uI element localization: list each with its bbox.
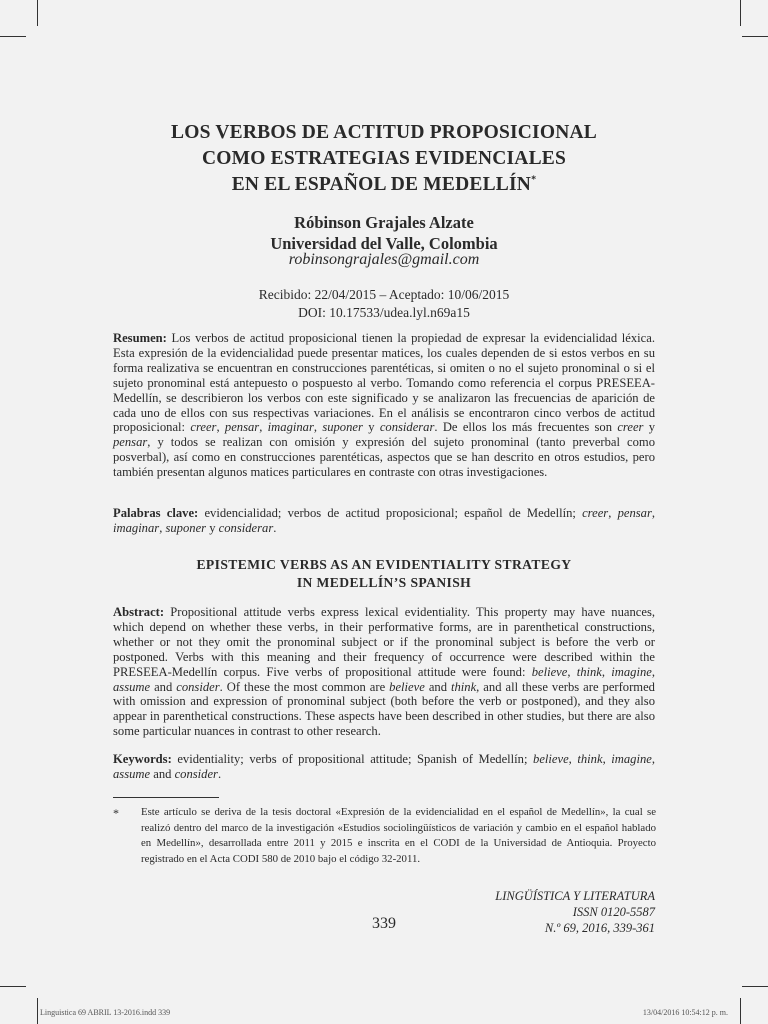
verb: suponer bbox=[322, 420, 363, 435]
resumen-text: . De ellos los más frecuentes son bbox=[434, 420, 618, 435]
crop-mark bbox=[0, 36, 26, 37]
abstract-label: Abstract: bbox=[113, 605, 165, 619]
verb: imaginar bbox=[267, 420, 314, 435]
publication-meta bbox=[0, 286, 768, 322]
title-line bbox=[0, 172, 768, 198]
title-line-text: EN EL ESPAÑOL DE MEDELLÍN bbox=[231, 174, 532, 195]
resumen-label: Resumen: bbox=[113, 331, 167, 345]
verb: pensar bbox=[617, 506, 652, 520]
sep: , bbox=[601, 664, 612, 679]
keywords-text: evidentiality; verbs of propositional attitude; Spanish of Medellín; bbox=[171, 752, 534, 766]
verb: imagine bbox=[611, 664, 652, 679]
sep: and bbox=[424, 679, 451, 694]
author-affiliation: Universidad del Valle, Colombia bbox=[270, 234, 498, 253]
palabras-clave-label: Palabras clave: bbox=[113, 506, 199, 520]
page-number: 339 bbox=[372, 915, 396, 932]
verb: pensar bbox=[113, 435, 148, 450]
crop-mark bbox=[742, 986, 768, 987]
journal-issn: ISSN 0120-5587 bbox=[572, 905, 655, 919]
article-title bbox=[0, 120, 768, 198]
footnote-text: Este artículo se deriva de la tesis doctoral «Expresión de la evidencialidad en el español de Medellín», la cual se realizó dentro del marco de la investigación «Estudios sociolingüísticos de variación y cambio en el español hablado en Medellín», desarrollada entre 2011 y 2015 e inscrita en el CODI de la Universidad de Antioquia. Proyecto registrado en el Acta CODI 580 de 2010 bajo el código 32-2011. bbox=[141, 806, 656, 865]
print-slug-file: Linguistica 69 ABRIL 13-2016.indd 339 bbox=[40, 1008, 171, 1017]
verb: creer bbox=[617, 420, 644, 435]
sep: , bbox=[602, 752, 612, 766]
verb: imagine bbox=[611, 752, 652, 766]
verb: creer bbox=[190, 420, 217, 435]
sep: , bbox=[651, 664, 656, 679]
resumen-text: Los verbos de actitud proposicional tienen la propiedad de expresar la evidencialidad léxica. Esta expresión de la evidencialidad puede presentar matices, los cuales dependen de si estos verbos en su forma realizativa se encuentran en construcciones parentéticas, si omiten o no el sujeto pronominal o si el sujeto pronominal está antepuesto o pospuesto al verbo. Tomando como referencia el corpus PRESEEA-Medellín, se describieron los verbos con este significado y se analizaron las frecuencias de aparición de cada uno de ellos con sus respectivas variaciones. En el análisis se encontraron cinco verbos de actitud proposicional: bbox=[113, 331, 655, 435]
sep: , bbox=[568, 752, 578, 766]
verb: suponer bbox=[165, 520, 207, 535]
author-name: Róbinson Grajales Alzate bbox=[294, 213, 474, 232]
sep: y bbox=[206, 520, 219, 535]
crop-mark bbox=[740, 0, 741, 26]
crop-mark bbox=[37, 998, 38, 1024]
verb: think bbox=[450, 679, 477, 694]
crop-mark bbox=[0, 986, 26, 987]
sep: , bbox=[651, 506, 656, 520]
sep: . bbox=[273, 520, 277, 535]
title-footnote-mark: * bbox=[531, 174, 537, 186]
received-accepted-dates: Recibido: 22/04/2015 – Aceptado: 10/06/2015 bbox=[258, 287, 510, 302]
sep: , bbox=[216, 420, 225, 435]
sep: , bbox=[259, 420, 268, 435]
verb: consider bbox=[176, 679, 220, 694]
abstract-paragraph bbox=[113, 605, 655, 739]
sep: , bbox=[313, 420, 323, 435]
verb: believe bbox=[389, 679, 425, 694]
english-title bbox=[0, 556, 768, 592]
verb: pensar bbox=[224, 420, 260, 435]
crop-mark bbox=[740, 998, 741, 1024]
author-email[interactable]: robinsongrajales@gmail.com bbox=[288, 251, 480, 268]
verb: believe bbox=[531, 664, 568, 679]
print-slug-timestamp: 13/04/2016 10:54:12 p. m. bbox=[642, 1008, 728, 1017]
sep: and bbox=[150, 679, 177, 694]
journal-name: LINGÜÍSTICA Y LITERATURA bbox=[495, 889, 655, 903]
english-title-line: EPISTEMIC VERBS AS AN EVIDENTIALITY STRATEGY bbox=[196, 557, 572, 572]
verb: assume bbox=[113, 766, 151, 781]
verb: creer bbox=[582, 506, 609, 520]
sep: , bbox=[567, 664, 577, 679]
sep: . bbox=[217, 766, 222, 781]
sep: y bbox=[362, 420, 380, 435]
sep: , bbox=[651, 752, 655, 766]
sep: and bbox=[150, 766, 175, 781]
palabras-clave-text: evidencialidad; verbos de actitud proposicional; español de Medellín; bbox=[198, 506, 583, 520]
resumen-paragraph bbox=[113, 331, 655, 480]
keywords-paragraph bbox=[113, 752, 655, 782]
palabras-clave-paragraph bbox=[113, 506, 655, 536]
crop-mark bbox=[742, 36, 768, 37]
verb: think bbox=[576, 664, 602, 679]
crop-mark bbox=[37, 0, 38, 26]
verb: considerar bbox=[379, 420, 435, 435]
title-line: LOS VERBOS DE ACTITUD PROPOSICIONAL bbox=[171, 122, 597, 143]
resumen-text: , y todos se realizan con omisión y expresión del sujeto pronominal (tanto preverbal como posverbal), así como en construcciones parentéticas, aspectos que se han descrito en otros estudios, pero también presentan algunos matices particulares en contraste con otras investigaciones. bbox=[113, 435, 655, 480]
abstract-text: . Of these the most common are bbox=[219, 679, 390, 694]
author-block bbox=[0, 212, 768, 254]
sep: , bbox=[159, 520, 166, 535]
verb: believe bbox=[533, 752, 569, 766]
doi[interactable]: DOI: 10.17533/udea.lyl.n69a15 bbox=[298, 305, 470, 320]
footnote-mark: * bbox=[113, 806, 119, 820]
journal-issue: N.º 69, 2016, 339-361 bbox=[544, 921, 655, 935]
verb: considerar bbox=[218, 520, 274, 535]
sep: y bbox=[643, 420, 656, 435]
keywords-label: Keywords: bbox=[113, 752, 172, 766]
verb: consider bbox=[174, 766, 218, 781]
footnote-rule bbox=[113, 797, 219, 798]
verb: imaginar bbox=[113, 520, 160, 535]
title-line: COMO ESTRATEGIAS EVIDENCIALES bbox=[201, 148, 567, 169]
abstract-text: Propositional attitude verbs express lexical evidentiality. This property may have nuances, which depend on whether these verbs, in their performative forms, are in parenthetical constructions, whether or not they omit the pronominal subject or if the pronominal subject is before the verb or postponed. Verbs with this meaning and their frequency of occurrence were described within the PRESEEA-Medellín corpus. Five verbs of propositional attitude were found: bbox=[113, 605, 655, 679]
verb: assume bbox=[113, 679, 151, 694]
english-title-line: IN MEDELLÍN’S SPANISH bbox=[296, 575, 472, 590]
abstract-text: , and all these verbs are performed with omission and expression of pronominal subject (both before the verb or postponed), and they also appear in parenthetical constructions. These aspects have been described in other studies, but there are also some particular nuances in contrast to other research. bbox=[113, 679, 655, 739]
verb: think bbox=[577, 752, 603, 766]
sep: , bbox=[608, 506, 618, 520]
